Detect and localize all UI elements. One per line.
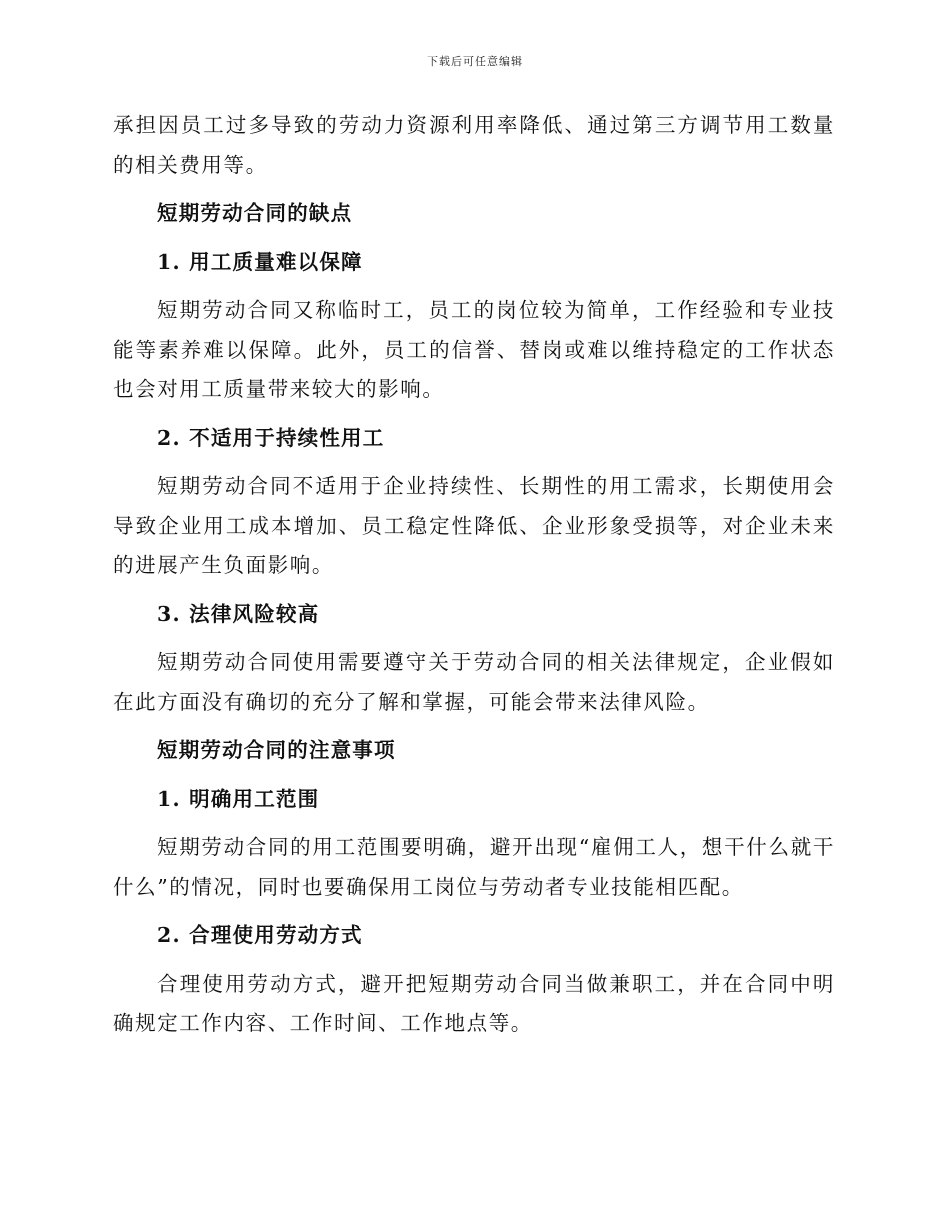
section-heading: 短期劳动合同的注意事项 <box>157 738 396 762</box>
subsection-heading: 3. 法律风险较高 <box>157 601 320 626</box>
document-body <box>113 106 835 1044</box>
subsection-heading: 1. 用工质量难以保障 <box>157 249 363 274</box>
page-header: 下载后可任意编辑 <box>427 55 523 68</box>
paragraph: 短期劳动合同不适用于企业持续性、长期性的用工需求，长期使用会导致企业用工成本增加、员工稳定性降低、企业形象受损等，对企业未来的进展产生负面影响。 <box>113 474 835 577</box>
section-heading: 短期劳动合同的缺点 <box>157 201 353 225</box>
paragraph: 合理使用劳动方式，避开把短期劳动合同当做兼职工，并在合同中明确规定工作内容、工作时间、工作地点等。 <box>113 971 835 1035</box>
subsection-heading: 1. 明确用工范围 <box>157 786 320 811</box>
paragraph: 短期劳动合同使用需要遵守关于劳动合同的相关法律规定，企业假如在此方面没有确切的充分了解和掌握，可能会带来法律风险。 <box>113 650 835 714</box>
paragraph: 承担因员工过多导致的劳动力资源利用率降低、通过第三方调节用工数量的相关费用等。 <box>113 113 835 177</box>
subsection-heading: 2. 合理使用劳动方式 <box>157 923 363 947</box>
paragraph: 短期劳动合同又称临时工，员工的岗位较为简单，工作经验和专业技能等素养难以保障。此外，员工的信誉、替岗或难以维持稳定的工作状态也会对用工质量带来较大的影响。 <box>113 298 835 401</box>
subsection-heading: 2. 不适用于持续性用工 <box>157 425 385 450</box>
paragraph: 短期劳动合同的用工范围要明确，避开出现“雇佣工人，想干什么就干什么”的情况，同时也要确保用工岗位与劳动者专业技能相匹配。 <box>113 835 835 899</box>
